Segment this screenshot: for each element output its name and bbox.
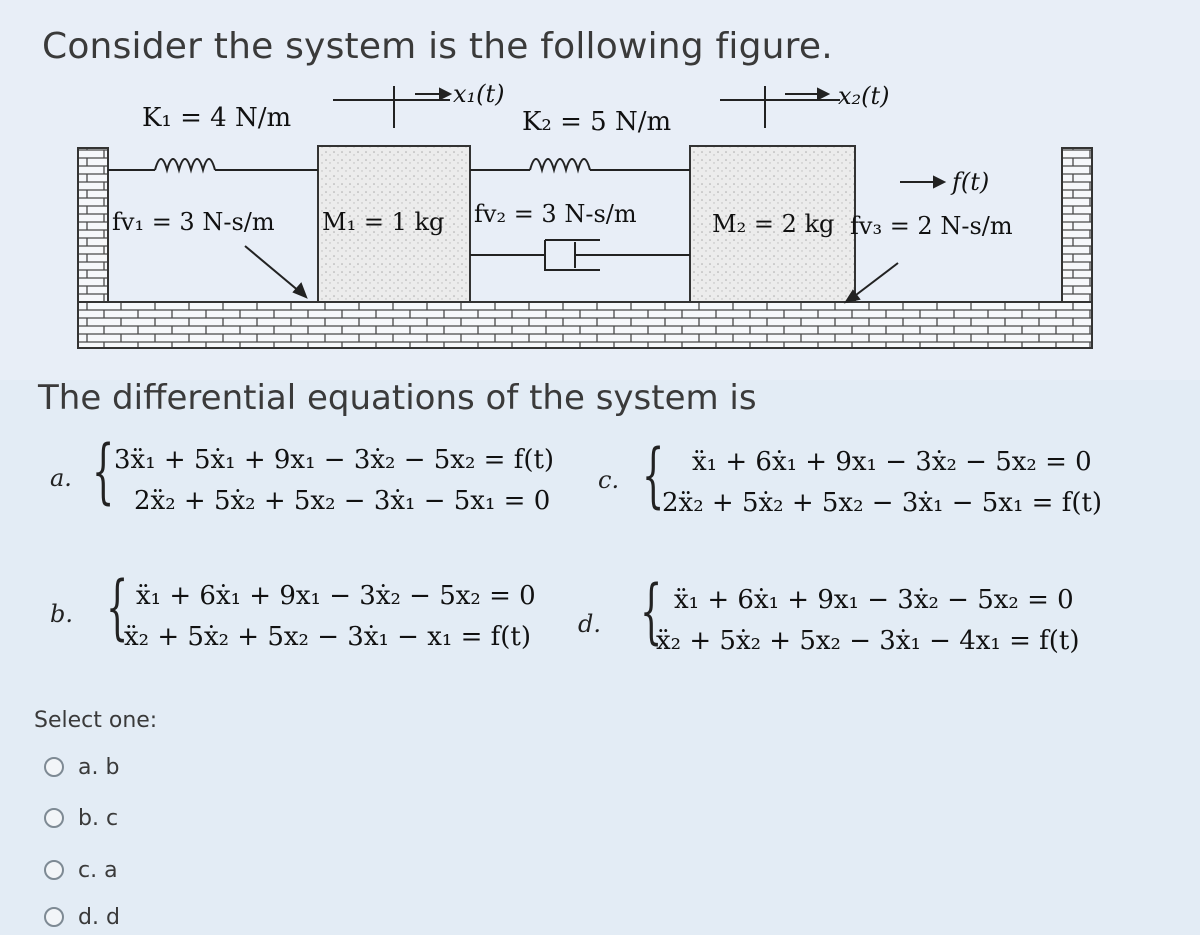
option-c-letter: c. (598, 466, 620, 494)
select-one-label: Select one: (34, 708, 158, 733)
ft-label: f(t) (952, 168, 990, 196)
force-arrow (900, 177, 944, 187)
k1-label: K₁ = 4 N/m (142, 103, 292, 133)
fv3-label: fv₃ = 2 N-s/m (850, 212, 1013, 240)
radio-button[interactable] (44, 860, 64, 880)
fv1-label: fv₁ = 3 N-s/m (112, 208, 275, 236)
option-d-eq1: ẍ₁ + 6ẋ₁ + 9x₁ − 3ẋ₂ − 5x₂ = 0 (674, 585, 1074, 615)
option-a-eq1: 3ẍ₁ + 5ẋ₁ + 9x₁ − 3ẋ₂ − 5x₂ = f(t) (114, 445, 555, 475)
option-d-letter: d. (578, 610, 601, 638)
option-a-letter: a. (50, 464, 72, 492)
option-a-brace: { (92, 430, 115, 512)
option-c-brace: { (642, 434, 665, 516)
m1-label: M₁ = 1 kg (322, 208, 445, 236)
radio-button[interactable] (44, 907, 64, 927)
choice-c-label: c. a (78, 857, 118, 883)
question-subtitle: The differential equations of the system is (38, 378, 757, 418)
floor (78, 302, 1092, 348)
choice-d[interactable] (44, 902, 120, 932)
fv1-pointer (245, 246, 306, 297)
x2-marker (720, 86, 840, 128)
option-a-equations (114, 440, 554, 522)
mechanical-system-diagram (60, 70, 1110, 360)
option-c-equations (662, 442, 1102, 524)
option-b-letter: b. (50, 600, 73, 628)
option-d-equations (656, 580, 1080, 662)
damper-fv2 (470, 240, 690, 270)
x1-marker (333, 86, 450, 128)
radio-button[interactable] (44, 808, 64, 828)
choice-a-label: a. b (78, 754, 120, 780)
option-d-brace: { (640, 570, 663, 652)
choice-b-label: b. c (78, 805, 119, 831)
spring-k2 (470, 159, 690, 170)
choice-c[interactable] (44, 855, 118, 885)
spring-k1 (108, 159, 318, 170)
option-a-eq2: 2ẍ₂ + 5ẋ₂ + 5x₂ − 3ẋ₁ − 5x₁ = 0 (134, 486, 551, 516)
option-b-equations (124, 576, 536, 658)
option-b-brace: { (106, 566, 129, 648)
option-b-eq2: ẍ₂ + 5ẋ₂ + 5x₂ − 3ẋ₁ − x₁ = f(t) (124, 622, 531, 652)
choice-b[interactable] (44, 803, 118, 833)
radio-button[interactable] (44, 757, 64, 777)
option-c-eq1: ẍ₁ + 6ẋ₁ + 9x₁ − 3ẋ₂ − 5x₂ = 0 (692, 447, 1092, 477)
m2-label: M₂ = 2 kg (712, 210, 835, 238)
option-c-eq2: 2ẍ₂ + 5ẋ₂ + 5x₂ − 3ẋ₁ − 5x₁ = f(t) (662, 488, 1103, 518)
choice-a[interactable] (44, 752, 119, 782)
fv2-label: fv₂ = 3 N-s/m (474, 200, 637, 228)
x2-label: x₂(t) (838, 82, 890, 110)
choice-d-label: d. d (78, 904, 120, 930)
option-d-eq2: ẍ₂ + 5ẋ₂ + 5x₂ − 3ẋ₁ − 4x₁ = f(t) (656, 626, 1080, 656)
question-title: Consider the system is the following figure. (42, 26, 833, 67)
k2-label: K₂ = 5 N/m (522, 107, 672, 137)
x1-label: x₁(t) (453, 80, 505, 108)
option-b-eq1: ẍ₁ + 6ẋ₁ + 9x₁ − 3ẋ₂ − 5x₂ = 0 (136, 581, 536, 611)
